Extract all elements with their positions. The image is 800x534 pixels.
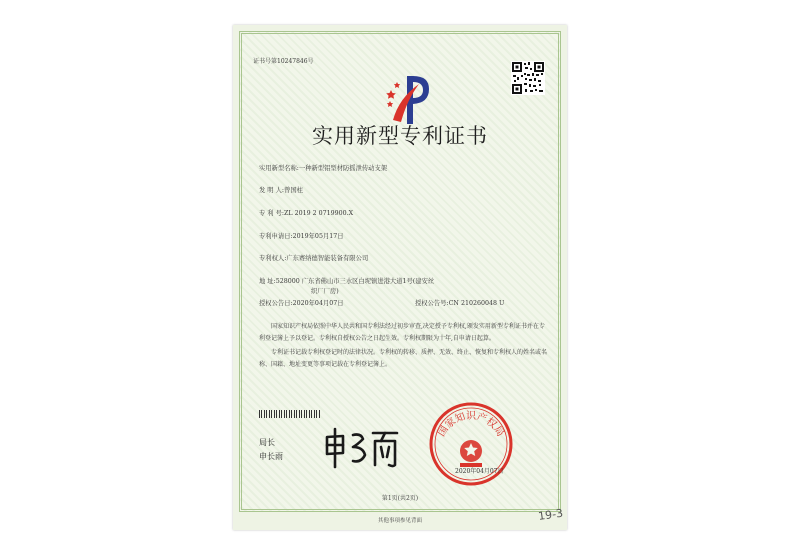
field-label: 发 明 人: [259,187,285,194]
handwritten-mark-icon [536,503,570,525]
field-value: 528000 广东省佛山市三水区白坭镇进港大道1号(建安丝 [275,278,435,285]
field-patent-number [259,211,353,217]
patent-office-logo-icon [385,70,433,126]
field-address-continued: 织厂厂房) [311,288,339,295]
field-label: 地 址: [259,278,276,285]
field-value: 2020年04月07日 [292,300,344,307]
barcode-icon [259,410,321,418]
field-label: 专利权人: [259,255,287,262]
field-value: 2019年05月17日 [292,233,344,240]
field-value: 广东赛纳德智能装备有限公司 [286,255,369,262]
body-paragraph: 专利证书记载专利权登记时的法律状况。专利权的转移、质押、无效、终止、恢复和专利权人的姓名或名称、国籍、地址变更等事项记载在专利登记簿上。 [259,349,548,368]
field-label: 专利申请日: [259,233,293,240]
certificate-title: 实用新型专利证书 [312,124,488,148]
field-grant-date [259,301,344,307]
certificate-number: 证书号第10247846号 [253,58,314,65]
field-value: 曾国柱 [284,187,303,194]
handwritten-signature-icon [323,425,401,469]
field-value: ZL 2019 2 0719900.X [284,210,354,217]
field-label: 授权公告号: [415,300,449,307]
field-value: CN 210260048 U [448,300,505,307]
field-inventor [259,188,303,194]
field-address [259,279,434,285]
handwritten-mark-text: 19-3 [537,506,564,524]
seal-date: 2020年04月07日 [455,468,504,475]
seal-text: 国家知识产权局 [436,411,506,439]
signatory-title: 局长 [259,438,275,447]
field-patentee [259,256,368,262]
field-value: 一种新型铝型材防摇泄传动支架 [298,165,388,172]
field-label: 授权公告日: [259,300,293,307]
field-label: 专 利 号: [259,210,285,217]
signatory-name: 申长雨 [259,452,283,461]
field-label: 实用新型名称: [259,165,299,172]
certificate-paper [233,25,567,530]
field-utility-model-name [259,166,387,172]
footer-note: 其他事项参见背面 [377,518,422,524]
field-grant-publication-number [415,301,504,307]
qr-code-icon [511,61,545,95]
field-application-date [259,234,344,240]
certificate-body-text [259,321,549,371]
body-paragraph: 国家知识产权局依照中华人民共和国专利法经过初步审查,决定授予专利权,颁发实用新型专利证书并在专利登记簿上予以登记。专利权自授权公告之日起生效。专利权期限为十年,自申请日起算。 [259,323,545,342]
page-indicator: 第1页(共2页) [381,495,419,502]
